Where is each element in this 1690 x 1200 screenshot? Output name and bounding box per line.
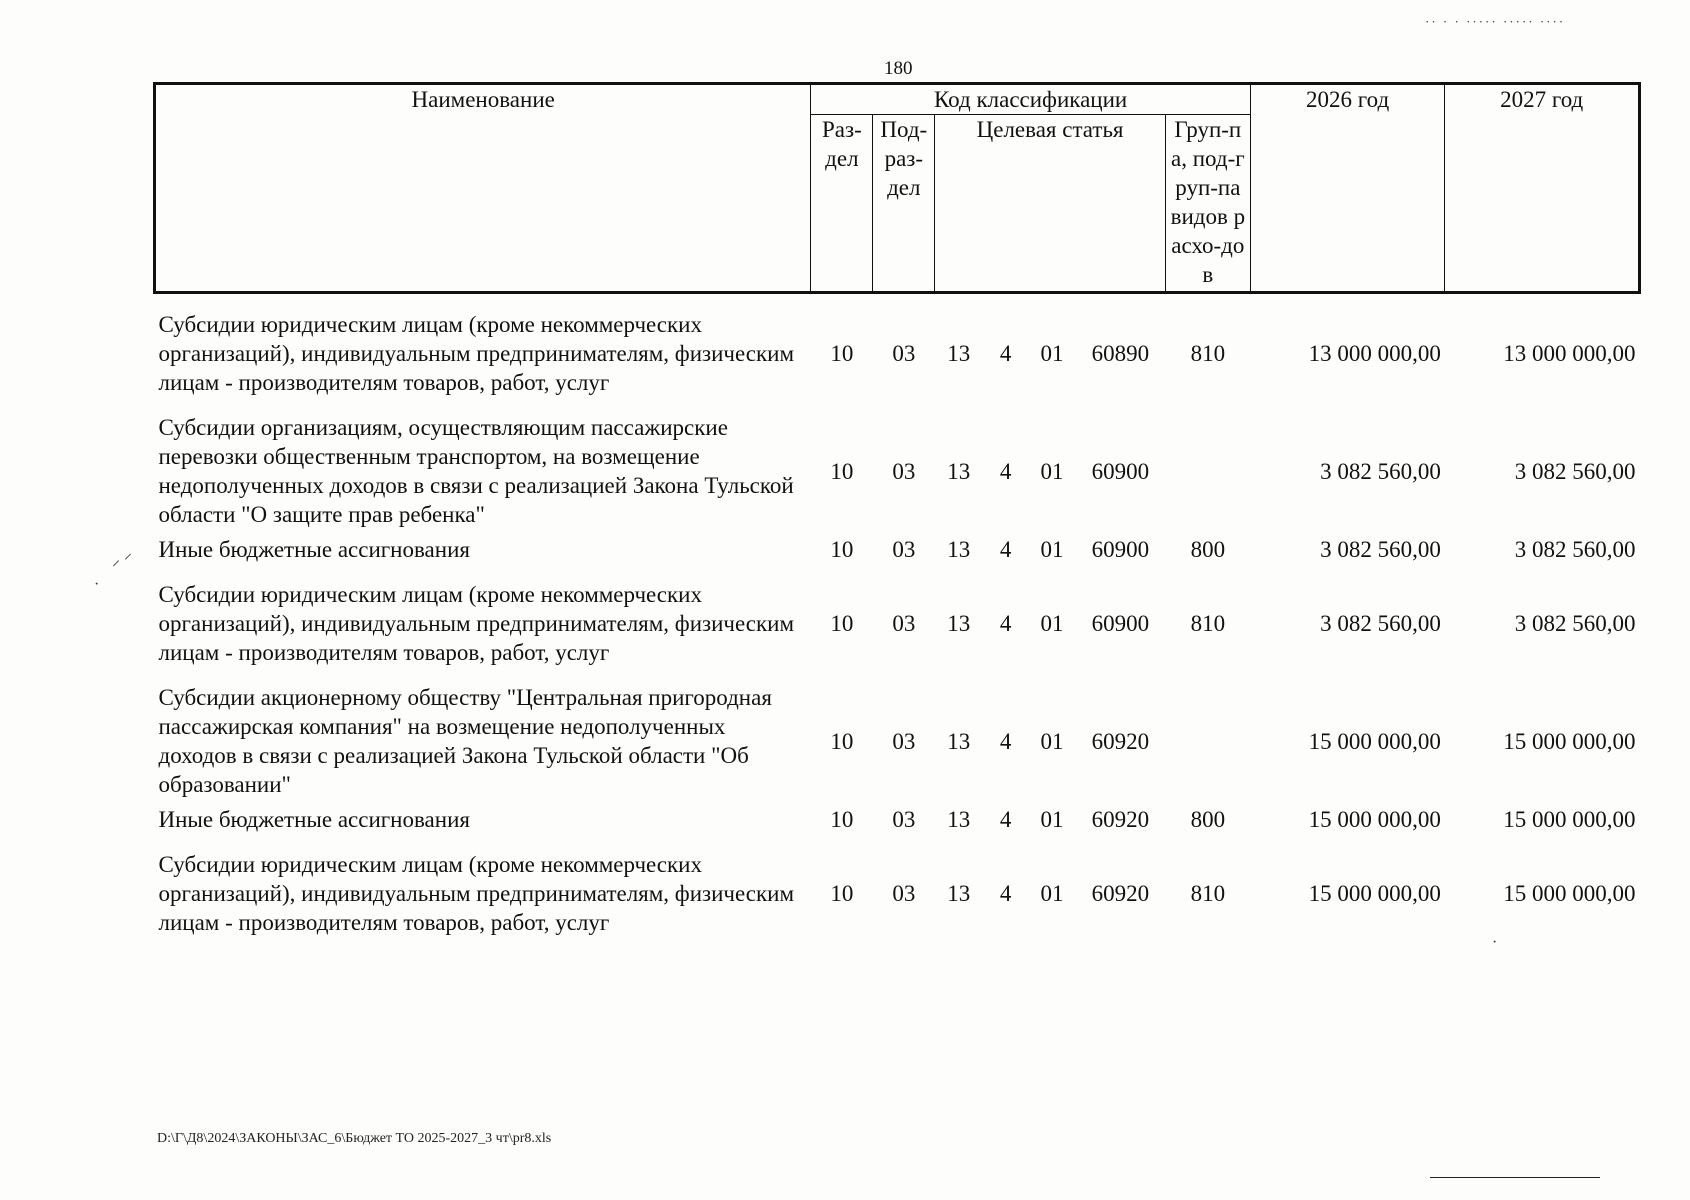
row-cs1: 13 [947, 341, 971, 366]
corner-marks: ·· · · ····· ····· ···· [1425, 14, 1566, 29]
table-body [155, 293, 1640, 938]
row-spacer [155, 834, 1640, 850]
footer-file-path: D:\Г\Д8\2024\ЗАКОНЫ\ЗАС_6\Бюджет ТО 2025-2027_3 чт\pr8.xls [157, 1131, 552, 1146]
row-group: 800 [1190, 807, 1226, 832]
row-cs3: 01 [1040, 728, 1064, 754]
row-y2027: 15 000 000,00 [1503, 881, 1636, 906]
row-cs2: 4 [999, 807, 1012, 832]
row-name: Иные бюджетные ассигнования [158, 537, 470, 562]
header-razdel: Раз-дел [811, 115, 873, 293]
row-group: 810 [1190, 341, 1226, 366]
row-y2026: 3 082 560,00 [1320, 537, 1441, 562]
stray-dot-right: · [1492, 934, 1498, 951]
header-target-article: Целевая статья [935, 115, 1166, 293]
row-y2027: 3 082 560,00 [1514, 537, 1636, 562]
row-name: Субсидии юридическим лицам (кроме некоммерческих организаций), индивидуальным предпринимателям, физическим лицам - производителям товаров, работ, услуг [158, 312, 795, 395]
row-cs2: 4 [999, 537, 1012, 562]
row-y2027: 15 000 000,00 [1503, 728, 1636, 754]
row-razdel: 10 [830, 728, 854, 754]
stray-dot: · [94, 576, 100, 593]
row-podrazdel: 03 [892, 728, 916, 754]
header-group: Груп-па, под-груп-па видов расхо-дов [1165, 115, 1250, 293]
row-razdel: 10 [830, 611, 854, 636]
row-y2026: 3 082 560,00 [1320, 611, 1441, 636]
bottom-rule [1430, 1177, 1600, 1178]
row-group: 810 [1190, 881, 1226, 906]
row-cs4: 60920 [1091, 728, 1150, 754]
row-razdel: 10 [830, 458, 854, 484]
row-cs2: 4 [999, 611, 1012, 636]
row-cs3: 01 [1040, 341, 1064, 366]
table-row [155, 310, 1640, 397]
row-razdel: 10 [830, 341, 854, 366]
row-y2026: 13 000 000,00 [1308, 341, 1441, 366]
row-y2027: 3 082 560,00 [1514, 611, 1636, 636]
row-cs1: 13 [947, 728, 971, 754]
row-name: Субсидии юридическим лицам (кроме некоммерческих организаций), индивидуальным предпринимателям, физическим лицам - производителям товаров, работ, услуг [158, 582, 795, 665]
row-y2026: 3 082 560,00 [1320, 458, 1441, 484]
row-cs3: 01 [1040, 537, 1064, 562]
row-group [1165, 683, 1250, 799]
table-header [155, 84, 1640, 293]
table-row [155, 535, 1640, 564]
header-year-2026: 2026 год [1250, 84, 1445, 293]
row-cs3: 01 [1040, 611, 1064, 636]
row-group [1165, 413, 1250, 529]
header-podrazdel: Под-раз-дел [873, 115, 935, 293]
row-podrazdel: 03 [892, 611, 916, 636]
stray-mark: ⸝ ⸍ [112, 552, 133, 569]
row-cs1: 13 [947, 881, 971, 906]
table-row [155, 580, 1640, 667]
table-row [155, 683, 1640, 799]
table-row [155, 413, 1640, 529]
row-name: Субсидии акционерному обществу "Центральная пригородная пассажирская компания" на возмещение недополученных доходов в связи с реализацией Закона Тульской области "Об образовании" [158, 685, 772, 797]
row-y2027: 15 000 000,00 [1503, 807, 1636, 832]
row-name: Субсидии юридическим лицам (кроме некоммерческих организаций), индивидуальным предпринимателям, физическим лицам - производителям товаров, работ, услуг [158, 852, 795, 935]
row-cs1: 13 [947, 807, 971, 832]
header-name: Наименование [155, 84, 811, 293]
header-year-2027: 2027 год [1445, 84, 1640, 293]
row-name: Иные бюджетные ассигнования [158, 807, 470, 832]
table-row [155, 805, 1640, 834]
row-y2027: 3 082 560,00 [1514, 458, 1636, 484]
row-podrazdel: 03 [892, 537, 916, 562]
budget-table [153, 82, 1641, 937]
row-podrazdel: 03 [892, 807, 916, 832]
row-spacer [155, 397, 1640, 413]
row-razdel: 10 [830, 807, 854, 832]
row-cs3: 01 [1040, 807, 1064, 832]
row-cs4: 60890 [1091, 341, 1150, 366]
row-podrazdel: 03 [892, 341, 916, 366]
row-name: Субсидии организациям, осуществляющим пассажирские перевозки общественным транспортом, на возмещение недополученных доходов в связи с реализацией Закона Тульской области "О защите прав ребенка" [158, 415, 794, 527]
row-spacer [155, 667, 1640, 683]
row-cs4: 60920 [1091, 807, 1150, 832]
table-row [155, 850, 1640, 937]
row-y2027: 13 000 000,00 [1503, 341, 1636, 366]
row-cs4: 60920 [1091, 881, 1150, 906]
page-number: 180 [884, 58, 913, 79]
row-group: 800 [1190, 537, 1226, 562]
row-y2026: 15 000 000,00 [1308, 807, 1441, 832]
row-y2026: 15 000 000,00 [1308, 881, 1441, 906]
row-spacer [155, 293, 1640, 311]
row-spacer [155, 564, 1640, 580]
row-razdel: 10 [830, 881, 854, 906]
row-cs4: 60900 [1091, 537, 1150, 562]
row-cs2: 4 [999, 458, 1012, 484]
row-cs1: 13 [947, 611, 971, 636]
row-cs2: 4 [999, 341, 1012, 366]
row-cs1: 13 [947, 537, 971, 562]
row-y2026: 15 000 000,00 [1308, 728, 1441, 754]
header-classification: Код классификации [811, 84, 1250, 115]
row-cs2: 4 [999, 728, 1012, 754]
row-cs2: 4 [999, 881, 1012, 906]
row-cs4: 60900 [1091, 611, 1150, 636]
row-podrazdel: 03 [892, 881, 916, 906]
row-cs1: 13 [947, 458, 971, 484]
row-cs4: 60900 [1091, 458, 1150, 484]
row-cs3: 01 [1040, 881, 1064, 906]
row-razdel: 10 [830, 537, 854, 562]
row-cs3: 01 [1040, 458, 1064, 484]
row-group: 810 [1190, 611, 1226, 636]
row-podrazdel: 03 [892, 458, 916, 484]
